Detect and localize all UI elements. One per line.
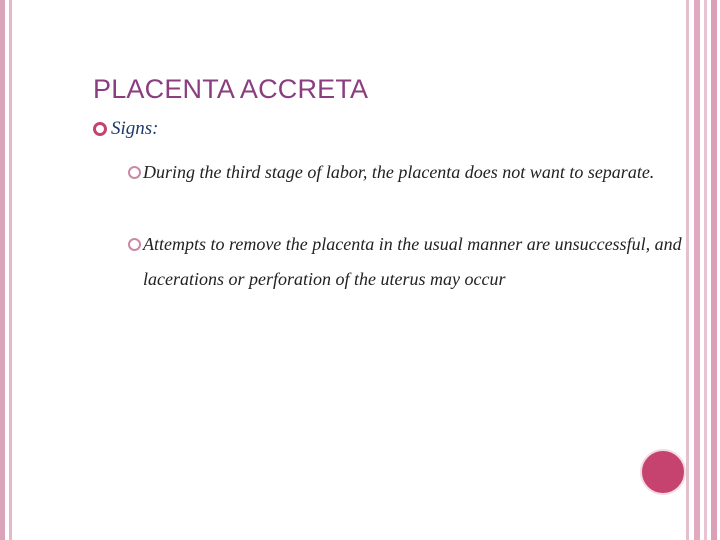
- left-border-stripe: [0, 0, 5, 540]
- section-label: Signs:: [111, 118, 159, 139]
- ring-bullet-icon: [93, 122, 107, 136]
- ring-bullet-icon: [128, 238, 141, 251]
- list-item: [128, 155, 683, 190]
- right-border-stripe: [711, 0, 717, 540]
- section-heading: [93, 118, 159, 140]
- list-item-text: During the third stage of labor, the placenta does not want to separate.: [143, 162, 655, 182]
- left-border-stripe: [9, 0, 12, 540]
- list-item-text: Attempts to remove the placenta in the usual manner are unsuccessful, and lacerations or perforation of the uterus may occur: [143, 234, 682, 289]
- list-item: [128, 227, 683, 297]
- pink-circle-icon: [640, 449, 686, 495]
- slide-title: PLACENTA ACCRETA: [93, 74, 369, 104]
- right-border-stripe: [686, 0, 689, 540]
- ring-bullet-icon: [128, 166, 141, 179]
- right-border-stripe: [694, 0, 700, 540]
- right-border-stripe: [704, 0, 707, 540]
